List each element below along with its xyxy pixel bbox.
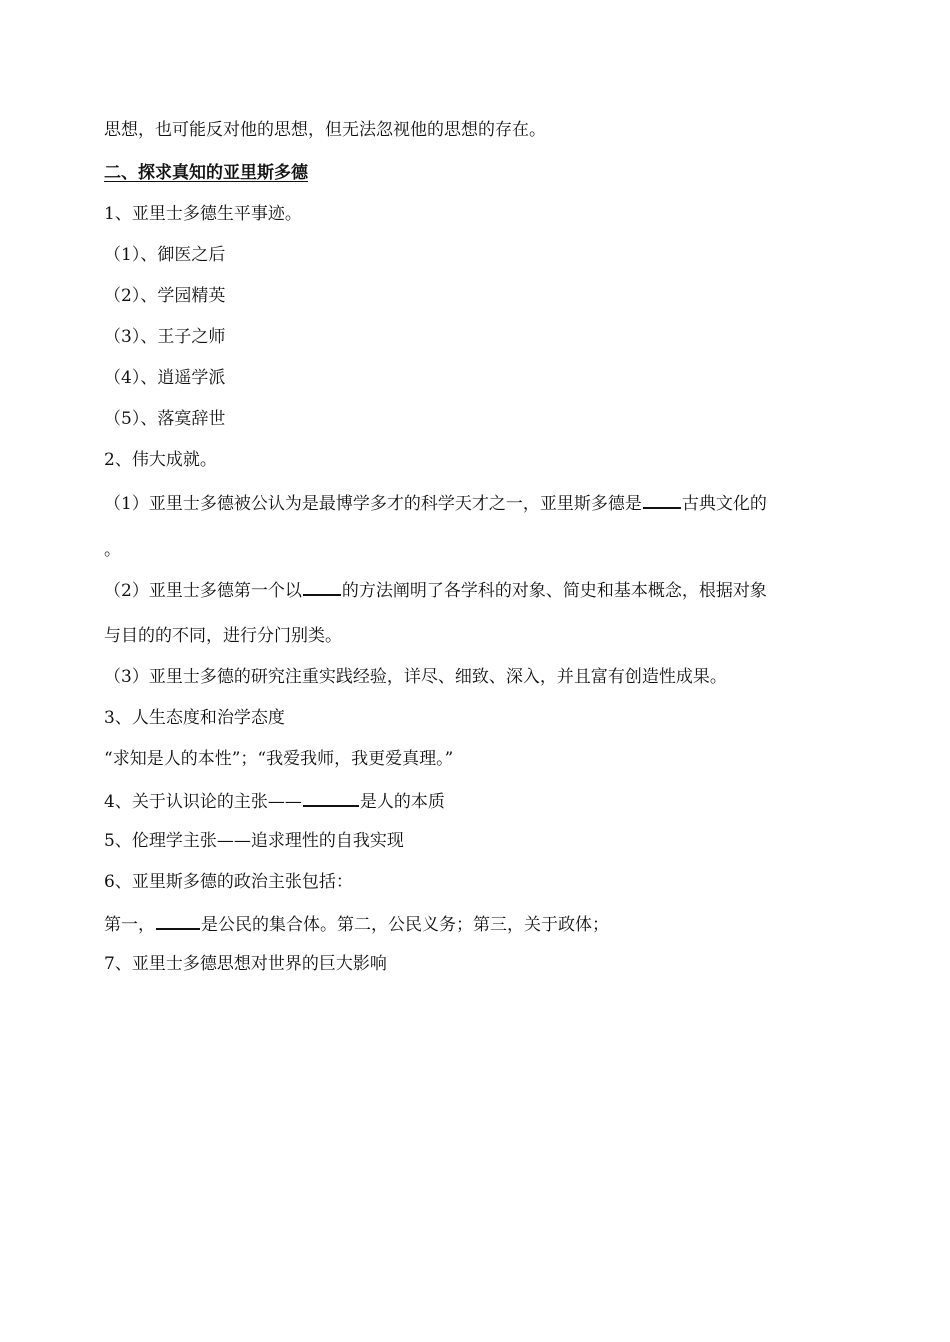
item-2-title-text: 2、伟大成就。 (104, 450, 217, 470)
item-3-quote (104, 747, 453, 771)
paragraph-text: （3）亚里士多德的研究注重实践经验，详尽、细致、深入，并且富有创造性成果。 (104, 667, 727, 687)
item-2-title (104, 448, 217, 472)
item-2-para-3 (104, 665, 727, 689)
item-2-para-2 (104, 577, 767, 603)
list-item: （5）、落寞辞世 (104, 409, 226, 429)
item-1-title-text: 1、亚里士多德生平事迹。 (104, 204, 302, 224)
quote-text: “求知是人的本性”；“我爱我师，我更爱真理。” (104, 749, 454, 769)
list-item: （2）、学园精英 (104, 286, 226, 306)
paragraph-text: 5、伦理学主张——追求理性的自我实现 (104, 831, 404, 851)
paragraph-text: 第一， (104, 915, 155, 935)
paragraph-text: 。 (104, 540, 121, 560)
paragraph-text: 与目的的不同，进行分门别类。 (104, 626, 342, 646)
item-1-sub-4 (104, 366, 225, 390)
item-6-body (104, 911, 609, 937)
list-item: （4）、逍遥学派 (104, 368, 226, 388)
paragraph-text: 4、关于认识论的主张—— (104, 792, 302, 812)
paragraph-text: 思想，也可能反对他的思想，但无法忽视他的思想的存在。 (104, 120, 546, 140)
item-2-para-1 (104, 490, 767, 516)
item-3-title (104, 706, 285, 730)
fill-in-blank[interactable] (303, 788, 359, 807)
paragraph-text: （1）亚里士多德被公认为是最博学多才的科学天才之一，亚里斯多德是 (104, 494, 642, 514)
item-1-sub-2 (104, 284, 225, 308)
list-item: （1）、御医之后 (104, 245, 226, 265)
paragraph-continuation (104, 118, 546, 142)
item-3-title-text: 3、人生态度和治学态度 (104, 708, 285, 728)
paragraph-text: 7、亚里士多德思想对世界的巨大影响 (104, 954, 387, 974)
list-item: （3）、王子之师 (104, 327, 226, 347)
fill-in-blank[interactable] (303, 577, 341, 596)
section-heading-text: 二、探求真知的亚里斯多德 (104, 163, 308, 183)
paragraph-text: 的方法阐明了各学科的对象、简史和基本概念，根据对象 (341, 581, 767, 601)
fill-in-blank[interactable] (643, 490, 681, 509)
item-6-title-text: 6、亚里斯多德的政治主张包括： (104, 872, 353, 892)
item-7 (104, 952, 387, 976)
item-1-sub-1 (104, 243, 225, 267)
paragraph-text: （2）亚里士多德第一个以 (104, 581, 302, 601)
fill-in-blank[interactable] (156, 911, 200, 930)
item-1-sub-3 (104, 325, 225, 349)
paragraph-text: 是人的本质 (359, 792, 445, 812)
item-1-title (104, 202, 302, 226)
paragraph-text: 古典文化的 (681, 494, 767, 514)
item-2-para-1-end (104, 538, 121, 562)
section-heading (104, 161, 308, 185)
item-6-title (104, 870, 353, 894)
item-4 (104, 788, 445, 814)
paragraph-text: 是公民的集合体。第二，公民义务；第三，关于政体； (201, 915, 609, 935)
item-1-sub-5 (104, 407, 225, 431)
item-2-para-2-cont (104, 624, 342, 648)
item-5 (104, 829, 404, 853)
